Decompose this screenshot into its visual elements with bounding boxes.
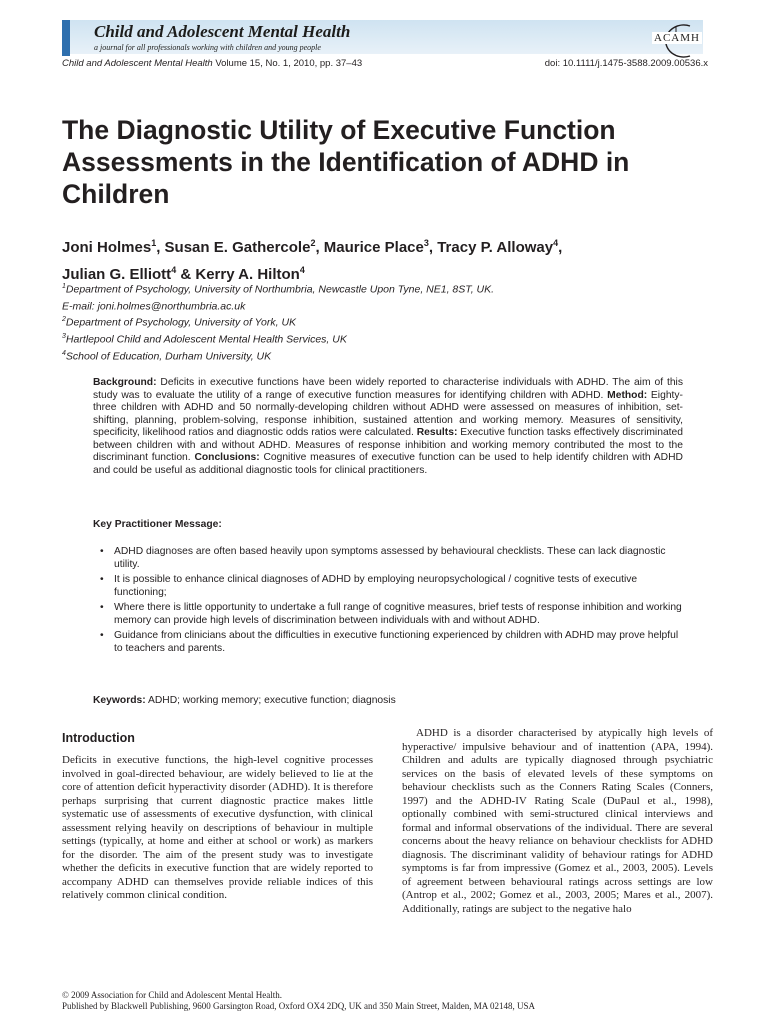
email-link[interactable]: E-mail: joni.holmes@northumbria.ac.uk: [62, 300, 246, 313]
article-title: The Diagnostic Utility of Executive Function Assessments in the Identification of ADHD in Children: [62, 115, 630, 209]
abstract-conclusions: Cognitive measures of executive function can be used to help identify children with ADHD and could be useful as additional diagnostic tools for clinical practitioners.: [93, 452, 683, 476]
affiliation-item: [62, 313, 722, 330]
list-item-text: Guidance from clinicians about the difficulties in executive functioning experienced by children with ADHD may prove helpful to teachers and parents.: [114, 630, 679, 654]
list-item: [100, 546, 684, 571]
affiliation-email[interactable]: [62, 297, 722, 314]
author-name: Kerry A. Hilton: [195, 266, 300, 283]
author-affiliation-mark: 4: [171, 265, 177, 275]
bullet-icon: •: [100, 546, 104, 557]
introduction-right-column: ADHD is a disorder characterised by atypically high levels of hyperactive/ impulsive behaviour and of inattention (APA, 1994). Children and adults are typically diagnosed through psychiatric services on the basis of elevated levels of these symptoms on behaviour checklists such as the Conners Rating Scales (Conners, 1997) and the ADHD-IV Rating Scale (DuPaul et al., 1998), optionally combined with semi-structured clinical interviews and formal and informal observations of the individual. There are several concerns about the heavy reliance on behaviour checklists for ADHD diagnosis. The discriminant validity of behaviour ratings for ADHD symptoms is far from impressive (Gomez et al., 2003, 2005). Levels of agreement between behavioural ratings across settings are low (Antrop et al., 2002; Gomez et al., 2003, 2005; Mares et al., 2007). Additionally, ratings are subject to the negative halo: [402, 727, 713, 915]
introduction-left-column: Deficits in executive functions, the high-level cognitive processes involved in goal-directed behaviour, are widely believed to lie at the core of attention deficit hyperactivity disorder (ADHD). It is therefore perhaps surprising that current diagnostic practice makes little systematic use of assessments of executive dysfunction, with clinical assessment relying heavily on descriptions of behaviour in multiple settings (typically, at home and either at school or work) as markers for the disorder. The aim of the present study was to investigate whether the deficits in executive function that are widely reported to accompany ADHD can themselves provide reliable indices of this relatively common clinical condition.: [62, 754, 373, 901]
author-affiliation-mark: 3: [423, 238, 429, 248]
logo-text: ACAMH: [654, 32, 700, 44]
affiliation-number: 4: [62, 349, 66, 357]
citation-volume: Volume 15, No. 1, 2010, pp. 37–43: [212, 58, 363, 69]
affiliation-text: School of Education, Durham University, UK: [65, 350, 272, 363]
list-item: [100, 602, 684, 627]
author-name: Julian G. Elliott: [62, 266, 172, 283]
affiliation-list: [62, 280, 722, 364]
bullet-icon: •: [100, 602, 104, 613]
author-separator: ,: [428, 239, 438, 256]
key-message-list: [100, 546, 684, 658]
author-separator: ,: [558, 239, 563, 256]
abstract-background: Deficits in executive functions have been widely reported to characterise individuals with ADHD. The aim of this study was to evaluate the utility of a range of executive function measures for identifying children with ADHD.: [93, 377, 683, 401]
affiliation-item: [62, 347, 722, 364]
affiliation-text: Department of Psychology, University of Northumbria, Newcastle Upon Tyne, NE1, 8ST, UK.: [65, 283, 495, 296]
author-affiliation-mark: 4: [299, 265, 305, 275]
author-separator: ,: [315, 239, 324, 256]
author-separator: ,: [156, 239, 165, 256]
list-item: [100, 630, 684, 655]
affiliation-text: Hartlepool Child and Adolescent Mental Health Services, UK: [65, 333, 347, 346]
affiliation-item: [62, 330, 722, 347]
author-name: Susan E. Gathercole: [164, 239, 311, 256]
author-affiliation-mark: 4: [553, 238, 559, 248]
bullet-icon: •: [100, 574, 104, 585]
journal-tagline: a journal for all professionals working with children and young people: [94, 43, 321, 52]
banner-accent-bar: [62, 20, 70, 56]
abstract-results-label: Results:: [416, 427, 458, 438]
author-separator: &: [176, 266, 196, 283]
affiliation-item: [62, 280, 722, 297]
abstract-conclusions-label: Conclusions:: [194, 452, 260, 463]
affiliation-number: 1: [62, 283, 66, 290]
introduction-heading: Introduction: [62, 731, 135, 745]
citation: [62, 58, 362, 69]
abstract-background-label: Background:: [93, 377, 157, 388]
publisher: Published by Blackwell Publishing, 9600 Garsington Road, Oxford OX4 2DQ, UK and 350 Main Street, Malden, MA 02148, USA: [62, 1001, 535, 1011]
list-item-text: Where there is little opportunity to undertake a full range of cognitive measures, brief tests of response inhibition and working memory can provide high levels of discrimination between individuals with and without ADHD.: [114, 602, 682, 626]
doi: doi: 10.1111/j.1475-3588.2009.00536.x: [544, 58, 708, 69]
keywords-text: ADHD; working memory; executive function; diagnosis: [145, 695, 396, 706]
copyright: © 2009 Association for Child and Adolescent Mental Health.: [62, 990, 283, 1000]
abstract: [93, 377, 683, 477]
author-name: Joni Holmes: [62, 239, 152, 256]
keywords: [93, 695, 396, 706]
author-affiliation-mark: 1: [151, 238, 157, 248]
list-item: [100, 574, 684, 599]
affiliation-number: 2: [62, 316, 66, 324]
keywords-label: Keywords:: [93, 695, 146, 706]
affiliation-text: Department of Psychology, University of York, UK: [65, 316, 297, 329]
list-item-text: ADHD diagnoses are often based heavily upon symptoms assessed by behavioural checklists. These can lack diagnostic utility.: [114, 546, 666, 570]
author-list: [62, 232, 722, 286]
author-affiliation-mark: 2: [310, 238, 316, 248]
bullet-icon: •: [100, 630, 104, 641]
abstract-results: Executive function tasks effectively discriminated between children with and without ADHD. Measures of response inhibition and working memory contributed the most to the discriminant function.: [93, 427, 683, 463]
page-footer: [62, 990, 722, 1012]
journal-name: Child and Adolescent Mental Health: [94, 22, 351, 41]
list-item-text: It is possible to enhance clinical diagnoses of ADHD by employing neuropsychological / cognitive tests of executive functioning;: [114, 574, 638, 598]
abstract-method: Eighty-three children with ADHD and 50 normally-developing children without ADHD were assessed on measures of inhibition, set-shifting, planning, problem-solving, response inhibition, sustained attention and working memory. Measures of sensitivity, specificity, likelihood ratios and diagnostic odds ratios were calculated.: [93, 389, 683, 438]
author-name: Maurice Place: [323, 239, 424, 256]
abstract-method-label: Method:: [607, 389, 648, 401]
citation-journal: Child and Adolescent Mental Health: [62, 58, 213, 69]
affiliation-number: 3: [62, 333, 66, 341]
author-name: Tracy P. Alloway: [437, 239, 554, 256]
key-message-title: Key Practitioner Message:: [93, 519, 222, 530]
